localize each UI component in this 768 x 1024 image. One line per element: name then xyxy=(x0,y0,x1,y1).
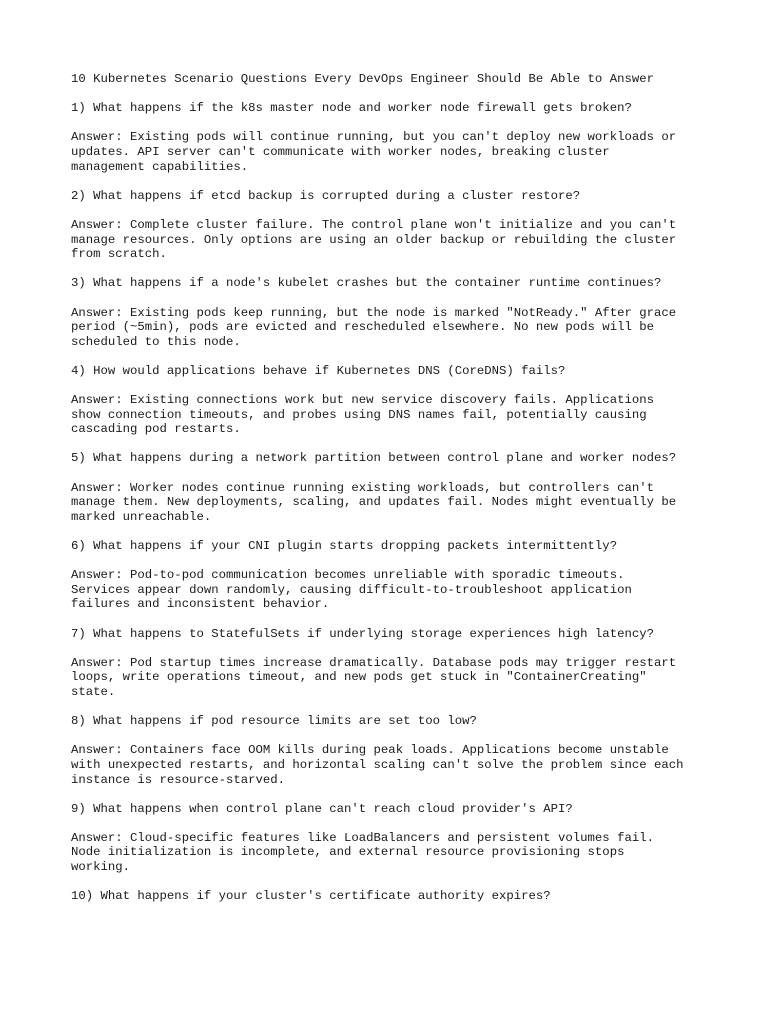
question-3: 3) What happens if a node's kubelet crashes but the container runtime continues? xyxy=(71,276,662,291)
answer-4-line-2: show connection timeouts, and probes using DNS names fail, potentially causing xyxy=(71,407,647,422)
answer-6-line-1: Answer: Pod-to-pod communication becomes unreliable with sporadic timeouts. xyxy=(71,568,625,583)
answer-2-line-2: manage resources. Only options are using an older backup or rebuilding the cluster xyxy=(71,232,677,247)
answer-7-line-2: loops, write operations timeout, and new pods get stuck in "ContainerCreating" xyxy=(71,670,647,685)
answer-6-line-3: failures and inconsistent behavior. xyxy=(71,597,330,612)
answer-5-line-1: Answer: Worker nodes continue running existing workloads, but controllers can't xyxy=(71,480,654,495)
answer-1-line-1: Answer: Existing pods will continue running, but you can't deploy new workloads or xyxy=(71,130,677,145)
question-4: 4) How would applications behave if Kubernetes DNS (CoreDNS) fails? xyxy=(71,363,566,378)
answer-6-line-2: Services appear down randomly, causing difficult-to-troubleshoot application xyxy=(71,582,632,597)
question-5: 5) What happens during a network partition between control plane and worker nodes? xyxy=(71,451,677,466)
answer-7-line-3: state. xyxy=(71,684,116,699)
answer-9-line-1: Answer: Cloud-specific features like LoadBalancers and persistent volumes fail. xyxy=(71,830,654,845)
answer-5-line-2: manage them. New deployments, scaling, and updates fail. Nodes might eventually be xyxy=(71,495,677,510)
answer-7-line-1: Answer: Pod startup times increase dramatically. Database pods may trigger restart xyxy=(71,655,677,670)
answer-1-line-2: updates. API server can't communicate with worker nodes, breaking cluster xyxy=(71,144,610,159)
question-1: 1) What happens if the k8s master node and worker node firewall gets broken? xyxy=(71,101,632,116)
answer-4-line-3: cascading pod restarts. xyxy=(71,422,241,437)
question-6: 6) What happens if your CNI plugin starts dropping packets intermittently? xyxy=(71,539,618,553)
question-10: 10) What happens if your cluster's certificate authority expires? xyxy=(71,889,551,904)
question-7: 7) What happens to StatefulSets if underlying storage experiences high latency? xyxy=(71,626,654,641)
answer-4-line-1: Answer: Existing connections work but new service discovery fails. Applications xyxy=(71,393,654,408)
answer-2-line-1: Answer: Complete cluster failure. The control plane won't initialize and you can't xyxy=(71,217,677,232)
answer-3-line-2: period (~5min), pods are evicted and rescheduled elsewhere. No new pods will be xyxy=(71,320,654,335)
answer-9-line-2: Node initialization is incomplete, and external resource provisioning stops xyxy=(71,845,625,860)
document-title: 10 Kubernetes Scenario Questions Every DevOps Engineer Should Be Able to Answer xyxy=(71,72,654,86)
document-page xyxy=(71,72,731,904)
question-2: 2) What happens if etcd backup is corrupted during a cluster restore? xyxy=(71,188,581,203)
answer-9-line-3: working. xyxy=(71,860,131,875)
question-8: 8) What happens if pod resource limits are set too low? xyxy=(71,714,477,729)
answer-8-line-3: instance is resource-starved. xyxy=(71,772,286,787)
question-9: 9) What happens when control plane can't reach cloud provider's API? xyxy=(71,801,573,816)
answer-5-line-3: marked unreachable. xyxy=(71,509,212,524)
answer-3-line-1: Answer: Existing pods keep running, but the node is marked "NotReady." After grace xyxy=(71,305,677,320)
answer-1-line-3: management capabilities. xyxy=(71,159,249,174)
answer-2-line-3: from scratch. xyxy=(71,247,167,262)
answer-8-line-2: with unexpected restarts, and horizontal scaling can't solve the problem since each xyxy=(71,757,684,772)
answer-3-line-3: scheduled to this node. xyxy=(71,334,241,349)
answer-8-line-1: Answer: Containers face OOM kills during peak loads. Applications become unstable xyxy=(71,743,669,758)
spacer xyxy=(71,87,731,102)
